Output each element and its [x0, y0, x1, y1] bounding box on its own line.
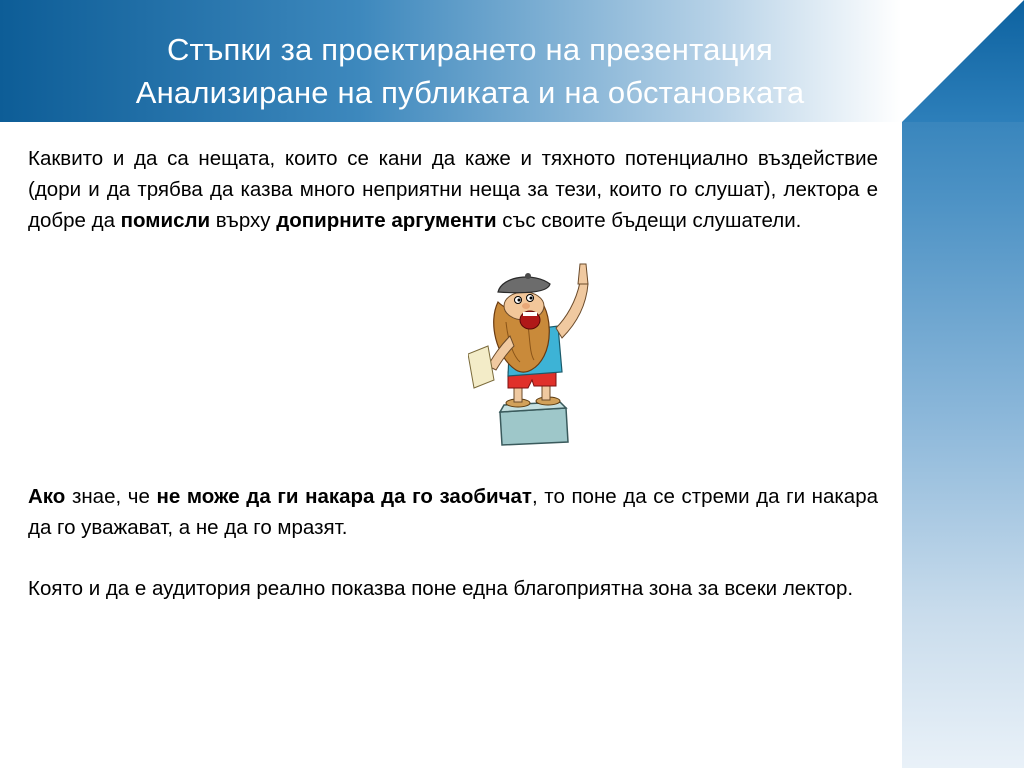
paragraph-3-text: Която и да е аудитория реално показва поне една благоприятна зона за всеки лектор.	[28, 577, 854, 600]
paragraph-1	[28, 143, 878, 236]
paragraph-2-text-a: знае, че	[65, 485, 157, 508]
paragraph-2-bold-b: не може да ги накара да го заобичат	[156, 485, 532, 508]
paragraph-1-text-c: със своите бъдещи слушатели.	[496, 209, 802, 232]
speaker-cartoon-icon	[468, 262, 618, 448]
slide-title	[0, 28, 940, 114]
title-line-1: Стъпки за проектирането на презентация	[166, 32, 774, 67]
paragraph-1-bold-b: допирните аргументи	[276, 209, 497, 232]
paragraph-2	[28, 481, 878, 543]
paragraph-1-bold-a: помисли	[120, 209, 211, 232]
title-bar	[0, 0, 1024, 122]
paragraph-1-text-b: върху	[210, 209, 277, 232]
paragraph-3	[28, 573, 878, 604]
paragraph-2-text-b: , то поне да се стреми да ги накара да го уважават, а не да го мразят.	[28, 485, 879, 539]
title-line-2: Анализиране на публиката и на обстановката	[135, 75, 805, 110]
paragraph-2-bold-a: Ако	[28, 485, 66, 508]
paragraph-1-text-a: Каквито и да са нещата, които се кани да каже и тяхното потенциално въздействие (дори и да трябва да казва много неприятни неща за тези, които го слушат), лектора е добре да	[28, 147, 878, 232]
